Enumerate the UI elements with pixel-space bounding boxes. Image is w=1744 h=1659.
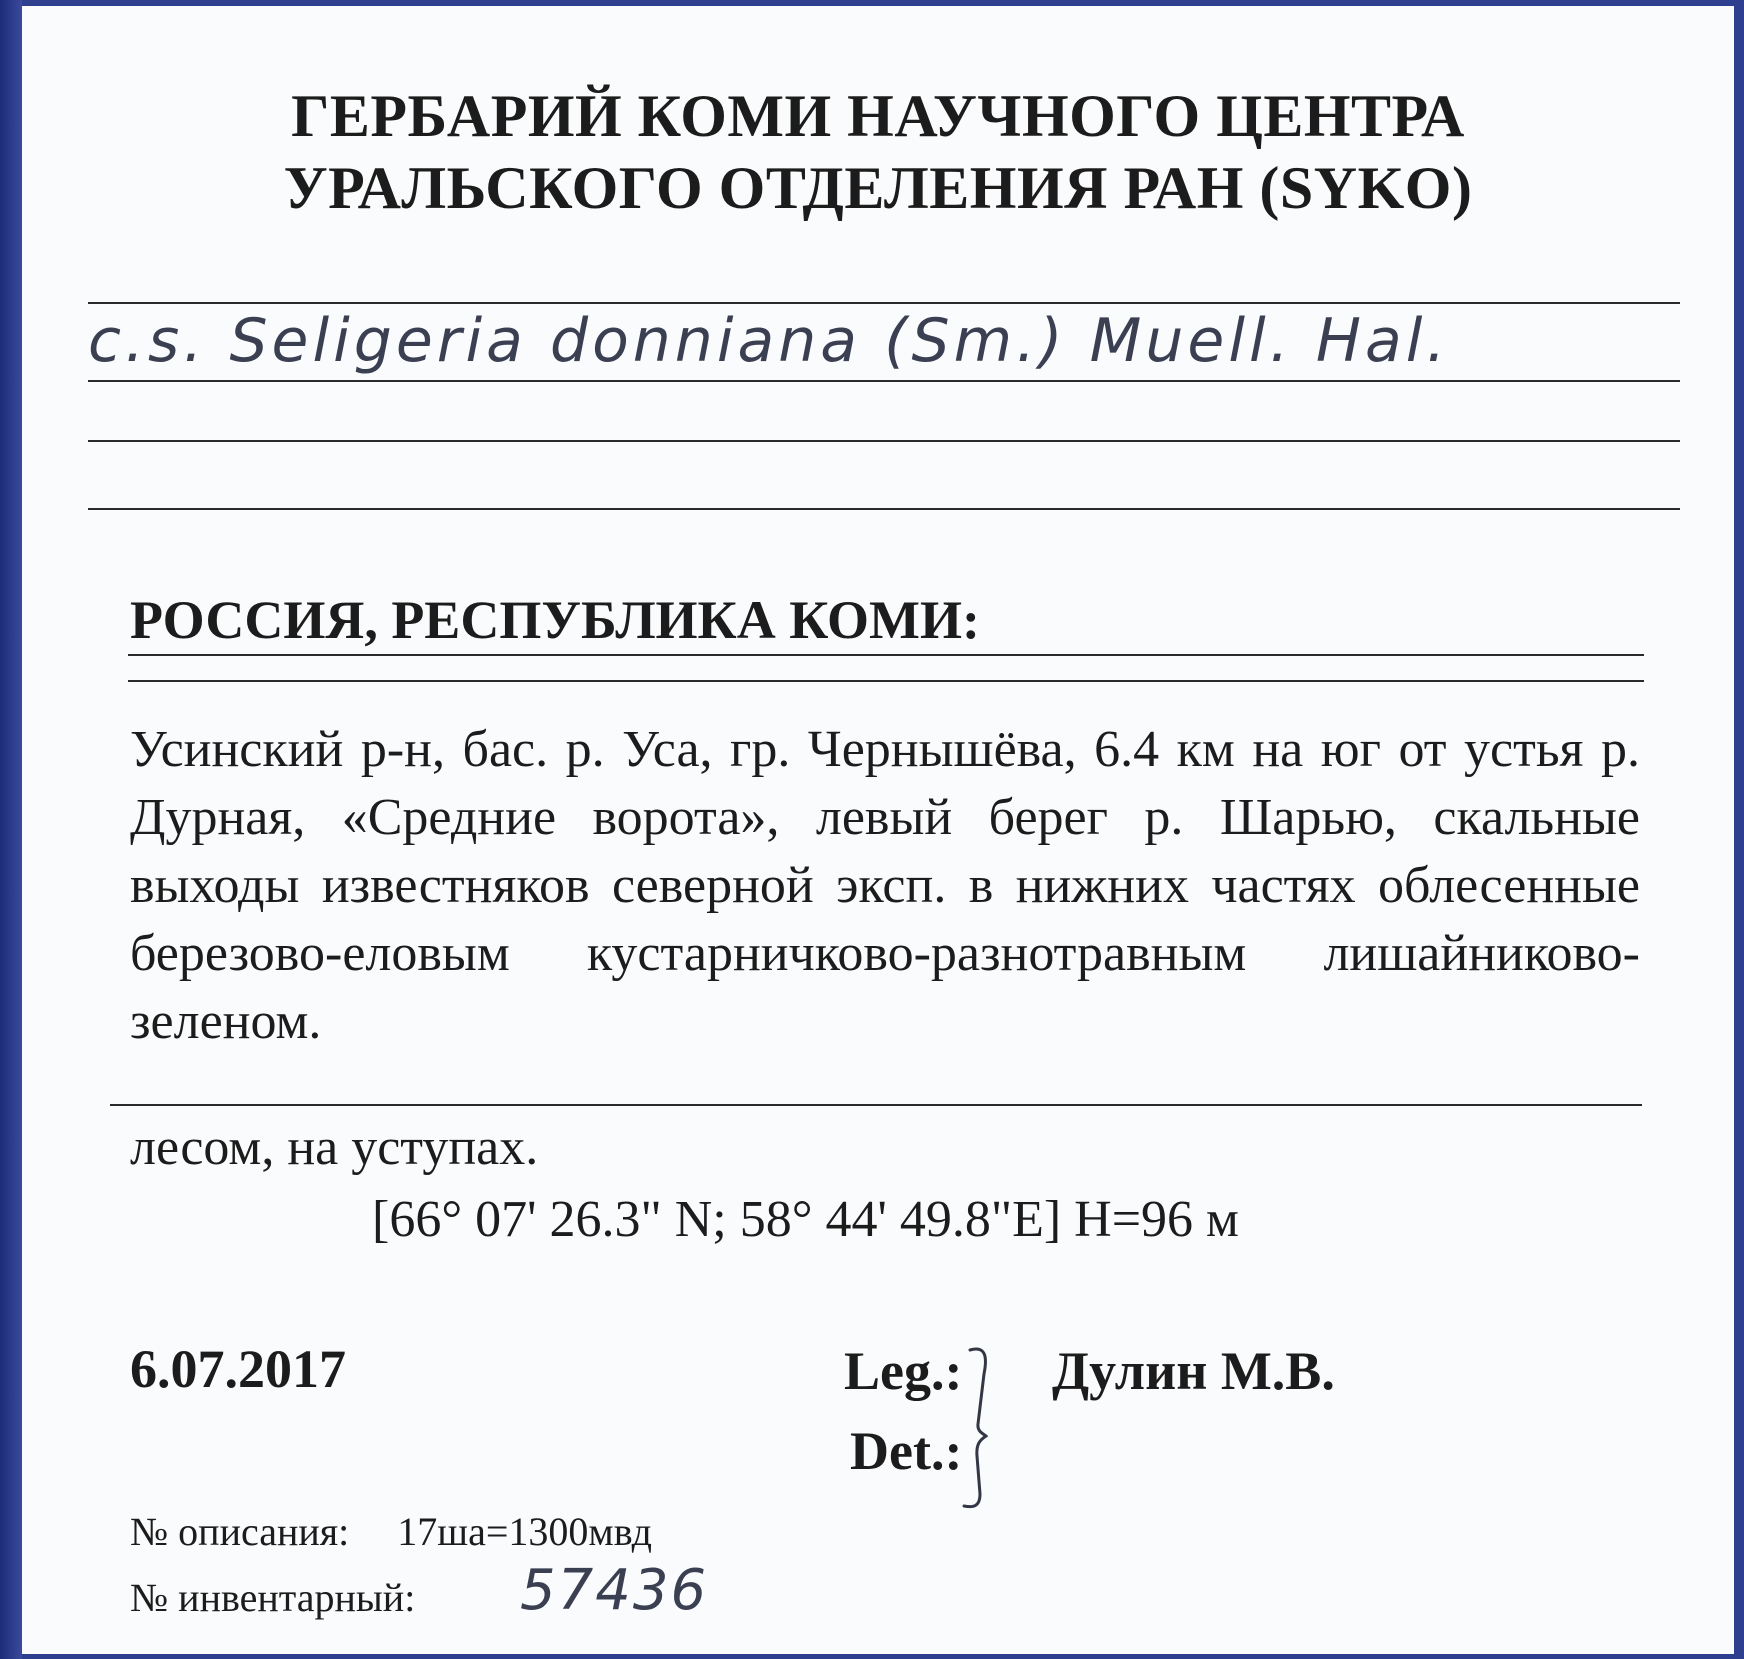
collection-date: 6.07.2017 <box>130 1339 346 1399</box>
institution-title-line1: ГЕРБАРИЙ КОМИ НАУЧНОГО ЦЕНТРА <box>291 83 1465 149</box>
rule-taxon-top <box>88 302 1680 304</box>
locality-description: Усинский р-н, бас. р. Уса, гр. Чернышёва, 6.4 км на юг от устья р. Дурная, «Средние ворота», левый берег р. Шарью, скальные выходы известняков северной эксп. в нижних частях облесенные березово-еловым кустарничково-разнотравным лишайниково-зеленом. <box>130 721 1640 1050</box>
rule-blank-1 <box>88 440 1680 442</box>
brace-mark <box>962 1344 1002 1514</box>
herbarium-label <box>22 6 1734 1654</box>
description-number <box>130 1508 652 1555</box>
collector-name: Дулин М.В. <box>1052 1341 1335 1401</box>
rule-taxon-bottom <box>88 380 1680 382</box>
leg-label: Leg.: <box>844 1341 963 1401</box>
country-region: РОССИЯ, РЕСПУБЛИКА КОМИ: <box>130 590 980 650</box>
inventory-number-handwritten: 57436 <box>520 1558 709 1623</box>
det-label: Det.: <box>850 1421 963 1481</box>
rule-blank-2 <box>88 508 1680 510</box>
coordinates: [66° 07' 26.3" N; 58° 44' 49.8"E] H=96 м <box>372 1191 1239 1248</box>
rule-country-1 <box>128 654 1644 656</box>
description-label: № описания: <box>130 1509 350 1554</box>
taxon-name-handwritten: c.s. Seligeria donniana (Sm.) Muell. Hal. <box>88 306 1450 376</box>
institution-title-line2: УРАЛЬСКОГО ОТДЕЛЕНИЯ РАН (SYKO) <box>283 155 1473 221</box>
description-value: 17ша=1300мвд <box>397 1509 652 1554</box>
inventory-number-label: № инвентарный: <box>130 1575 416 1620</box>
locality-continuation: лесом, на уступах. <box>130 1119 539 1176</box>
blue-backing-edge <box>0 0 22 1659</box>
rule-country-2 <box>128 680 1644 682</box>
rule-locality <box>110 1104 1642 1106</box>
